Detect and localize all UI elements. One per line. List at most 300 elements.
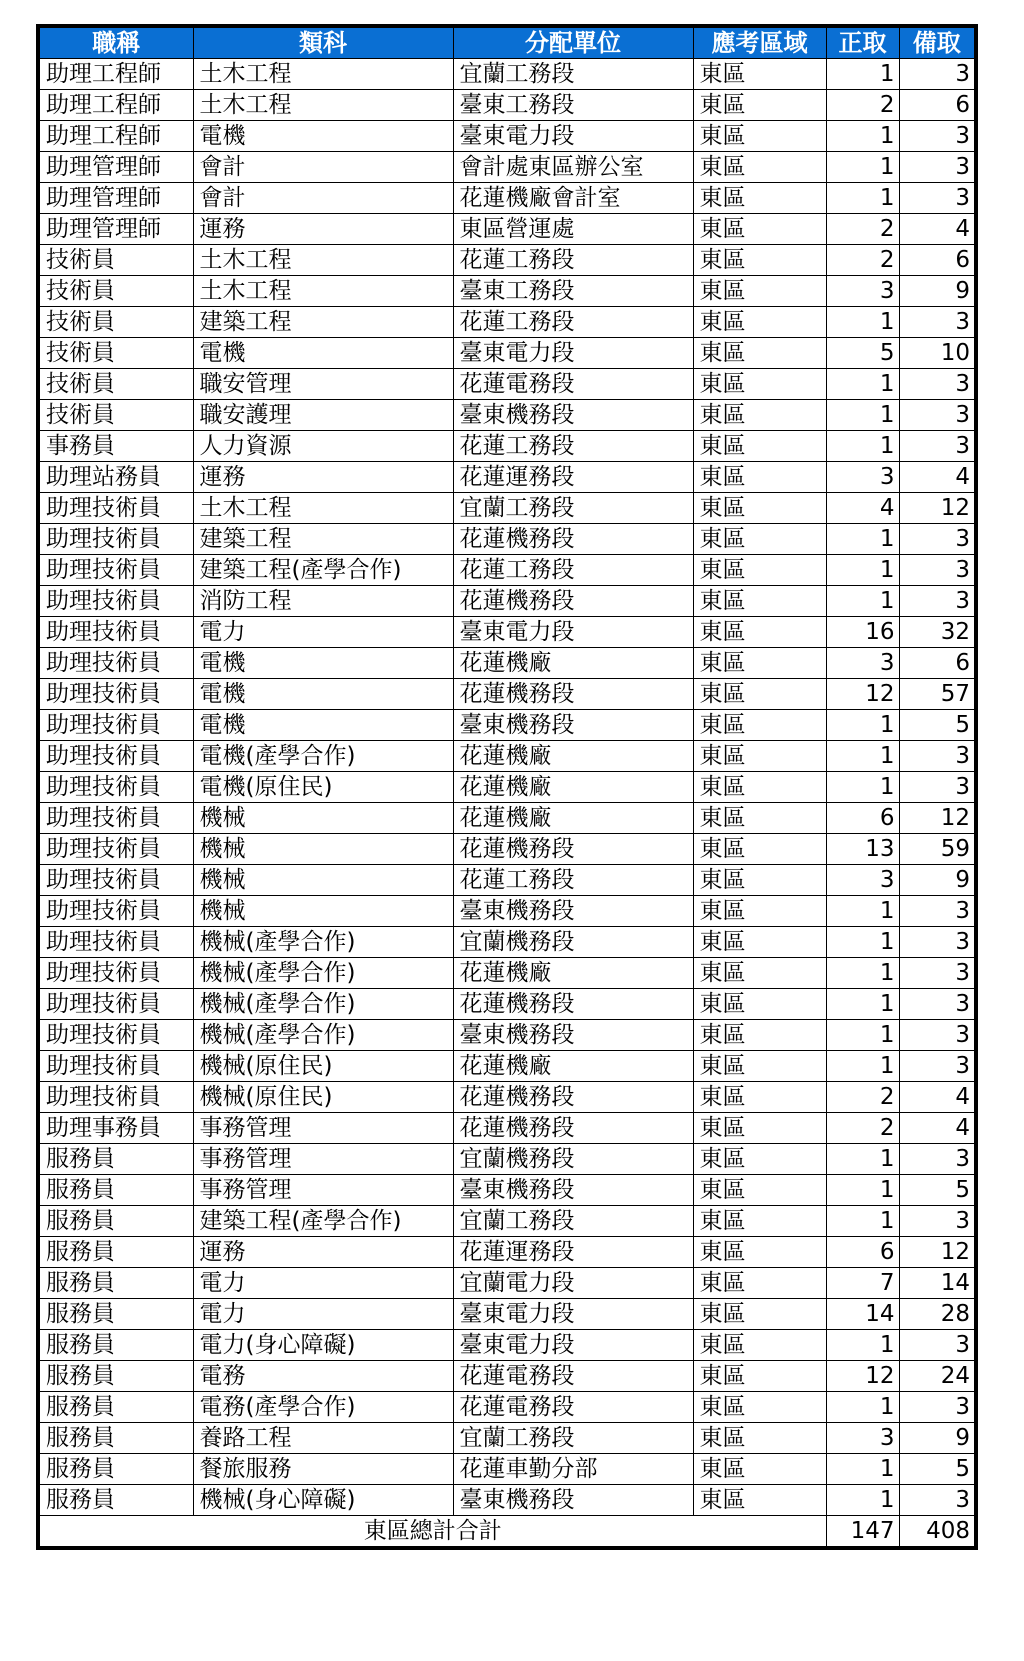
reserve-cell: 6 — [899, 245, 976, 276]
reserve-cell: 4 — [899, 214, 976, 245]
admitted-cell: 7 — [826, 1268, 899, 1299]
total-admitted: 147 — [826, 1516, 899, 1549]
category-cell: 電機(原住民) — [193, 772, 453, 803]
table-row — [38, 1454, 976, 1485]
reserve-cell: 3 — [899, 741, 976, 772]
region-cell: 東區 — [693, 586, 826, 617]
region-cell: 東區 — [693, 617, 826, 648]
category-cell: 電務 — [193, 1361, 453, 1392]
admitted-cell: 1 — [826, 59, 899, 90]
job-title-cell: 助理管理師 — [38, 183, 193, 214]
table-row — [38, 679, 976, 710]
unit-cell: 花蓮工務段 — [453, 555, 693, 586]
reserve-cell: 3 — [899, 369, 976, 400]
job-title-cell: 助理技術員 — [38, 865, 193, 896]
table-row — [38, 834, 976, 865]
header-category: 類科 — [193, 26, 453, 59]
admitted-cell: 4 — [826, 493, 899, 524]
table-row — [38, 710, 976, 741]
category-cell: 餐旅服務 — [193, 1454, 453, 1485]
region-cell: 東區 — [693, 152, 826, 183]
unit-cell: 花蓮機廠 — [453, 741, 693, 772]
region-cell: 東區 — [693, 1237, 826, 1268]
region-cell: 東區 — [693, 307, 826, 338]
category-cell: 會計 — [193, 152, 453, 183]
category-cell: 土木工程 — [193, 245, 453, 276]
job-title-cell: 助理技術員 — [38, 1051, 193, 1082]
job-title-cell: 服務員 — [38, 1485, 193, 1516]
category-cell: 電機 — [193, 338, 453, 369]
category-cell: 機械 — [193, 803, 453, 834]
admitted-cell: 1 — [826, 1485, 899, 1516]
region-cell: 東區 — [693, 369, 826, 400]
job-title-cell: 助理技術員 — [38, 741, 193, 772]
category-cell: 建築工程 — [193, 307, 453, 338]
admitted-cell: 2 — [826, 245, 899, 276]
admitted-cell: 1 — [826, 896, 899, 927]
region-cell: 東區 — [693, 1392, 826, 1423]
job-title-cell: 助理事務員 — [38, 1113, 193, 1144]
admitted-cell: 1 — [826, 927, 899, 958]
admitted-cell: 1 — [826, 1392, 899, 1423]
unit-cell: 花蓮工務段 — [453, 431, 693, 462]
unit-cell: 花蓮電務段 — [453, 369, 693, 400]
region-cell: 東區 — [693, 1485, 826, 1516]
job-title-cell: 服務員 — [38, 1299, 193, 1330]
table-row — [38, 1361, 976, 1392]
table-row — [38, 1268, 976, 1299]
region-cell: 東區 — [693, 245, 826, 276]
total-row — [38, 1516, 976, 1549]
reserve-cell: 14 — [899, 1268, 976, 1299]
reserve-cell: 3 — [899, 989, 976, 1020]
job-title-cell: 技術員 — [38, 307, 193, 338]
region-cell: 東區 — [693, 431, 826, 462]
category-cell: 機械(產學合作) — [193, 989, 453, 1020]
table-row — [38, 1299, 976, 1330]
reserve-cell: 3 — [899, 183, 976, 214]
region-cell: 東區 — [693, 276, 826, 307]
admitted-cell: 1 — [826, 772, 899, 803]
job-title-cell: 助理技術員 — [38, 834, 193, 865]
category-cell: 電力(身心障礙) — [193, 1330, 453, 1361]
admitted-cell: 1 — [826, 555, 899, 586]
category-cell: 機械(原住民) — [193, 1051, 453, 1082]
reserve-cell: 10 — [899, 338, 976, 369]
job-title-cell: 技術員 — [38, 245, 193, 276]
region-cell: 東區 — [693, 1361, 826, 1392]
category-cell: 電機 — [193, 648, 453, 679]
unit-cell: 臺東電力段 — [453, 121, 693, 152]
category-cell: 運務 — [193, 462, 453, 493]
category-cell: 建築工程(產學合作) — [193, 555, 453, 586]
reserve-cell: 4 — [899, 462, 976, 493]
unit-cell: 花蓮工務段 — [453, 865, 693, 896]
job-title-cell: 助理技術員 — [38, 555, 193, 586]
reserve-cell: 3 — [899, 400, 976, 431]
unit-cell: 花蓮機務段 — [453, 679, 693, 710]
admitted-cell: 2 — [826, 1082, 899, 1113]
job-title-cell: 技術員 — [38, 400, 193, 431]
job-title-cell: 助理技術員 — [38, 803, 193, 834]
unit-cell: 臺東機務段 — [453, 1020, 693, 1051]
category-cell: 機械(產學合作) — [193, 958, 453, 989]
region-cell: 東區 — [693, 400, 826, 431]
unit-cell: 宜蘭工務段 — [453, 59, 693, 90]
job-title-cell: 助理技術員 — [38, 896, 193, 927]
region-cell: 東區 — [693, 958, 826, 989]
job-title-cell: 技術員 — [38, 338, 193, 369]
unit-cell: 花蓮車勤分部 — [453, 1454, 693, 1485]
reserve-cell: 3 — [899, 586, 976, 617]
category-cell: 電機(產學合作) — [193, 741, 453, 772]
category-cell: 土木工程 — [193, 276, 453, 307]
reserve-cell: 4 — [899, 1082, 976, 1113]
category-cell: 事務管理 — [193, 1113, 453, 1144]
reserve-cell: 3 — [899, 1485, 976, 1516]
region-cell: 東區 — [693, 1206, 826, 1237]
table-row — [38, 1485, 976, 1516]
table-row — [38, 493, 976, 524]
reserve-cell: 9 — [899, 1423, 976, 1454]
region-cell: 東區 — [693, 1268, 826, 1299]
reserve-cell: 12 — [899, 493, 976, 524]
unit-cell: 會計處東區辦公室 — [453, 152, 693, 183]
job-title-cell: 助理技術員 — [38, 648, 193, 679]
job-title-cell: 服務員 — [38, 1144, 193, 1175]
region-cell: 東區 — [693, 1144, 826, 1175]
region-cell: 東區 — [693, 865, 826, 896]
table-row — [38, 1113, 976, 1144]
reserve-cell: 5 — [899, 710, 976, 741]
unit-cell: 臺東電力段 — [453, 338, 693, 369]
job-title-cell: 事務員 — [38, 431, 193, 462]
admitted-cell: 12 — [826, 679, 899, 710]
unit-cell: 臺東機務段 — [453, 400, 693, 431]
reserve-cell: 59 — [899, 834, 976, 865]
reserve-cell: 3 — [899, 524, 976, 555]
admitted-cell: 1 — [826, 1454, 899, 1485]
category-cell: 機械 — [193, 865, 453, 896]
unit-cell: 臺東機務段 — [453, 1175, 693, 1206]
unit-cell: 臺東機務段 — [453, 896, 693, 927]
job-title-cell: 技術員 — [38, 276, 193, 307]
job-title-cell: 助理技術員 — [38, 1082, 193, 1113]
reserve-cell: 6 — [899, 90, 976, 121]
reserve-cell: 3 — [899, 958, 976, 989]
job-title-cell: 助理技術員 — [38, 679, 193, 710]
total-label: 東區總計合計 — [38, 1516, 826, 1549]
category-cell: 電務(產學合作) — [193, 1392, 453, 1423]
unit-cell: 宜蘭機務段 — [453, 927, 693, 958]
table-row — [38, 586, 976, 617]
unit-cell: 花蓮機務段 — [453, 1113, 693, 1144]
table-row — [38, 431, 976, 462]
reserve-cell: 3 — [899, 1330, 976, 1361]
header-reserve: 備取 — [899, 26, 976, 59]
category-cell: 養路工程 — [193, 1423, 453, 1454]
table-row — [38, 121, 976, 152]
admitted-cell: 1 — [826, 1051, 899, 1082]
table-row — [38, 1392, 976, 1423]
table-row — [38, 555, 976, 586]
unit-cell: 宜蘭電力段 — [453, 1268, 693, 1299]
table-row — [38, 648, 976, 679]
job-title-cell: 助理技術員 — [38, 617, 193, 648]
admitted-cell: 2 — [826, 90, 899, 121]
job-title-cell: 服務員 — [38, 1361, 193, 1392]
admitted-cell: 13 — [826, 834, 899, 865]
header-unit: 分配單位 — [453, 26, 693, 59]
category-cell: 機械(產學合作) — [193, 927, 453, 958]
table-row — [38, 214, 976, 245]
category-cell: 機械(身心障礙) — [193, 1485, 453, 1516]
category-cell: 運務 — [193, 214, 453, 245]
admitted-cell: 1 — [826, 307, 899, 338]
region-cell: 東區 — [693, 741, 826, 772]
table-row — [38, 896, 976, 927]
admitted-cell: 1 — [826, 1020, 899, 1051]
admitted-cell: 2 — [826, 214, 899, 245]
job-title-cell: 助理工程師 — [38, 121, 193, 152]
unit-cell: 花蓮機廠 — [453, 803, 693, 834]
category-cell: 運務 — [193, 1237, 453, 1268]
category-cell: 機械 — [193, 896, 453, 927]
table-row — [38, 1206, 976, 1237]
reserve-cell: 6 — [899, 648, 976, 679]
table-row — [38, 524, 976, 555]
unit-cell: 宜蘭工務段 — [453, 1206, 693, 1237]
table-row — [38, 958, 976, 989]
category-cell: 機械(產學合作) — [193, 1020, 453, 1051]
reserve-cell: 3 — [899, 896, 976, 927]
region-cell: 東區 — [693, 710, 826, 741]
table-row — [38, 245, 976, 276]
job-title-cell: 助理技術員 — [38, 493, 193, 524]
table-row — [38, 741, 976, 772]
category-cell: 機械 — [193, 834, 453, 865]
admitted-cell: 1 — [826, 958, 899, 989]
job-title-cell: 助理技術員 — [38, 710, 193, 741]
region-cell: 東區 — [693, 834, 826, 865]
category-cell: 建築工程 — [193, 524, 453, 555]
region-cell: 東區 — [693, 1051, 826, 1082]
reserve-cell: 5 — [899, 1454, 976, 1485]
region-cell: 東區 — [693, 338, 826, 369]
admitted-cell: 3 — [826, 462, 899, 493]
admitted-cell: 3 — [826, 865, 899, 896]
total-reserve: 408 — [899, 1516, 976, 1549]
table-row — [38, 1051, 976, 1082]
reserve-cell: 3 — [899, 1206, 976, 1237]
category-cell: 電機 — [193, 121, 453, 152]
unit-cell: 花蓮運務段 — [453, 1237, 693, 1268]
category-cell: 職安護理 — [193, 400, 453, 431]
unit-cell: 花蓮機務段 — [453, 586, 693, 617]
table-row — [38, 927, 976, 958]
region-cell: 東區 — [693, 1454, 826, 1485]
admitted-cell: 5 — [826, 338, 899, 369]
job-title-cell: 服務員 — [38, 1392, 193, 1423]
unit-cell: 花蓮機務段 — [453, 989, 693, 1020]
reserve-cell: 3 — [899, 927, 976, 958]
admitted-cell: 3 — [826, 276, 899, 307]
job-title-cell: 服務員 — [38, 1454, 193, 1485]
unit-cell: 臺東電力段 — [453, 617, 693, 648]
admitted-cell: 3 — [826, 648, 899, 679]
admitted-cell: 1 — [826, 524, 899, 555]
header-row — [38, 26, 976, 59]
table-row — [38, 1237, 976, 1268]
job-title-cell: 服務員 — [38, 1237, 193, 1268]
table-row — [38, 772, 976, 803]
category-cell: 事務管理 — [193, 1175, 453, 1206]
reserve-cell: 3 — [899, 1020, 976, 1051]
admitted-cell: 1 — [826, 1144, 899, 1175]
admitted-cell: 3 — [826, 1423, 899, 1454]
unit-cell: 花蓮工務段 — [453, 307, 693, 338]
reserve-cell: 3 — [899, 307, 976, 338]
category-cell: 電力 — [193, 1299, 453, 1330]
category-cell: 土木工程 — [193, 90, 453, 121]
region-cell: 東區 — [693, 1175, 826, 1206]
table-row — [38, 90, 976, 121]
admitted-cell: 6 — [826, 1237, 899, 1268]
table-row — [38, 369, 976, 400]
table-row — [38, 1082, 976, 1113]
job-title-cell: 助理站務員 — [38, 462, 193, 493]
region-cell: 東區 — [693, 121, 826, 152]
admitted-cell: 14 — [826, 1299, 899, 1330]
unit-cell: 臺東工務段 — [453, 90, 693, 121]
category-cell: 機械(原住民) — [193, 1082, 453, 1113]
job-title-cell: 服務員 — [38, 1423, 193, 1454]
unit-cell: 臺東電力段 — [453, 1330, 693, 1361]
admitted-cell: 1 — [826, 121, 899, 152]
job-title-cell: 服務員 — [38, 1175, 193, 1206]
unit-cell: 宜蘭工務段 — [453, 1423, 693, 1454]
reserve-cell: 5 — [899, 1175, 976, 1206]
admitted-cell: 1 — [826, 183, 899, 214]
reserve-cell: 3 — [899, 772, 976, 803]
unit-cell: 花蓮機廠 — [453, 648, 693, 679]
category-cell: 電力 — [193, 1268, 453, 1299]
region-cell: 東區 — [693, 493, 826, 524]
category-cell: 人力資源 — [193, 431, 453, 462]
category-cell: 土木工程 — [193, 59, 453, 90]
region-cell: 東區 — [693, 1299, 826, 1330]
reserve-cell: 3 — [899, 121, 976, 152]
table-row — [38, 462, 976, 493]
table-row — [38, 1175, 976, 1206]
admitted-cell: 2 — [826, 1113, 899, 1144]
header-job-title: 職稱 — [38, 26, 193, 59]
unit-cell: 宜蘭工務段 — [453, 493, 693, 524]
unit-cell: 花蓮運務段 — [453, 462, 693, 493]
reserve-cell: 3 — [899, 555, 976, 586]
region-cell: 東區 — [693, 59, 826, 90]
region-cell: 東區 — [693, 1423, 826, 1454]
job-title-cell: 服務員 — [38, 1206, 193, 1237]
unit-cell: 花蓮機廠會計室 — [453, 183, 693, 214]
region-cell: 東區 — [693, 1082, 826, 1113]
admitted-cell: 6 — [826, 803, 899, 834]
unit-cell: 宜蘭機務段 — [453, 1144, 693, 1175]
table-row — [38, 617, 976, 648]
job-title-cell: 助理技術員 — [38, 989, 193, 1020]
job-title-cell: 助理技術員 — [38, 524, 193, 555]
category-cell: 事務管理 — [193, 1144, 453, 1175]
admitted-cell: 1 — [826, 741, 899, 772]
table-row — [38, 1020, 976, 1051]
unit-cell: 花蓮機務段 — [453, 524, 693, 555]
admitted-cell: 1 — [826, 586, 899, 617]
admitted-cell: 1 — [826, 1175, 899, 1206]
region-cell: 東區 — [693, 989, 826, 1020]
unit-cell: 臺東機務段 — [453, 1485, 693, 1516]
table-row — [38, 1330, 976, 1361]
region-cell: 東區 — [693, 555, 826, 586]
region-cell: 東區 — [693, 524, 826, 555]
category-cell: 電機 — [193, 679, 453, 710]
unit-cell: 東區營運處 — [453, 214, 693, 245]
recruitment-table — [36, 24, 978, 1550]
region-cell: 東區 — [693, 927, 826, 958]
reserve-cell: 3 — [899, 1144, 976, 1175]
table-row — [38, 1144, 976, 1175]
unit-cell: 臺東電力段 — [453, 1299, 693, 1330]
reserve-cell: 57 — [899, 679, 976, 710]
unit-cell: 花蓮機務段 — [453, 1082, 693, 1113]
admitted-cell: 1 — [826, 400, 899, 431]
region-cell: 東區 — [693, 462, 826, 493]
reserve-cell: 12 — [899, 1237, 976, 1268]
region-cell: 東區 — [693, 1113, 826, 1144]
reserve-cell: 32 — [899, 617, 976, 648]
table-row — [38, 152, 976, 183]
reserve-cell: 24 — [899, 1361, 976, 1392]
reserve-cell: 4 — [899, 1113, 976, 1144]
admitted-cell: 1 — [826, 1206, 899, 1237]
table-row — [38, 989, 976, 1020]
job-title-cell: 助理技術員 — [38, 586, 193, 617]
category-cell: 建築工程(產學合作) — [193, 1206, 453, 1237]
reserve-cell: 9 — [899, 276, 976, 307]
table-row — [38, 307, 976, 338]
unit-cell: 臺東工務段 — [453, 276, 693, 307]
region-cell: 東區 — [693, 679, 826, 710]
job-title-cell: 助理工程師 — [38, 90, 193, 121]
table-row — [38, 183, 976, 214]
table-row — [38, 59, 976, 90]
reserve-cell: 9 — [899, 865, 976, 896]
unit-cell: 花蓮機廠 — [453, 1051, 693, 1082]
job-title-cell: 助理工程師 — [38, 59, 193, 90]
reserve-cell: 12 — [899, 803, 976, 834]
job-title-cell: 助理技術員 — [38, 927, 193, 958]
header-admitted: 正取 — [826, 26, 899, 59]
region-cell: 東區 — [693, 1330, 826, 1361]
job-title-cell: 助理技術員 — [38, 772, 193, 803]
table-row — [38, 276, 976, 307]
admitted-cell: 1 — [826, 1330, 899, 1361]
unit-cell: 花蓮電務段 — [453, 1361, 693, 1392]
header-region: 應考區域 — [693, 26, 826, 59]
table-row — [38, 803, 976, 834]
admitted-cell: 1 — [826, 152, 899, 183]
category-cell: 電機 — [193, 710, 453, 741]
region-cell: 東區 — [693, 648, 826, 679]
